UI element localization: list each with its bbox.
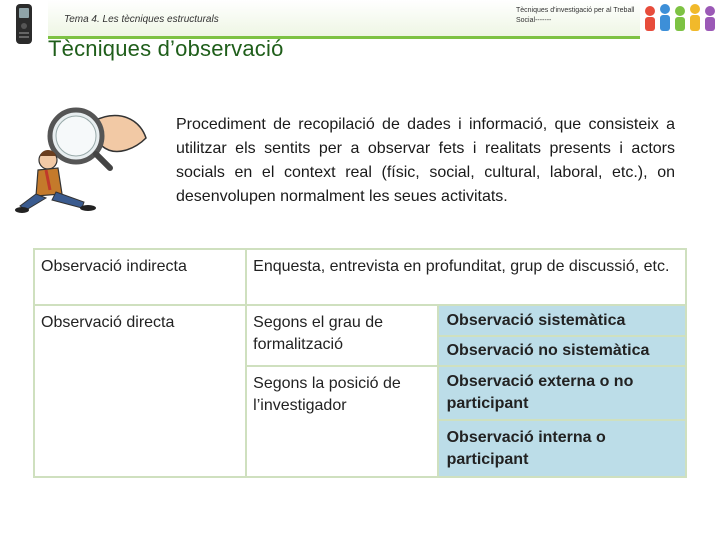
voice-recorder-icon: [6, 2, 42, 46]
type-external-non-participant: Observació externa o no participant: [438, 366, 686, 420]
indirect-observation-description: Enquesta, entrevista en profunditat, grup de discussió, etc.: [246, 249, 686, 305]
header-course-title: Tema 4. Les tècniques estructurals: [64, 14, 219, 25]
indirect-observation-label: Observació indirecta: [34, 249, 246, 305]
criterion-researcher-position: Segons la posició de l’investigador: [246, 366, 437, 477]
type-non-systematic: Observació no sistemàtica: [438, 336, 686, 366]
intro-paragraph: Procediment de recopilació de dades i informació, que consisteix a utilitzar els sentits per a observar fets i realitats presents i actors socials en el context real (físic, social, cultural, laboral, etc.), on desenvolupen normalment les seues activitats.: [176, 116, 675, 205]
observation-table: [33, 248, 687, 478]
people-group-icon: [640, 2, 718, 36]
criterion-formalization: Segons el grau de formalització: [246, 305, 437, 366]
page-title: Tècniques d’observació: [48, 36, 284, 61]
direct-observation-label: Observació directa: [34, 305, 246, 477]
type-internal-participant: Observació interna o participant: [438, 420, 686, 477]
type-systematic: Observació sistemàtica: [438, 305, 686, 335]
magnifier-observer-illustration: [6, 98, 150, 218]
header-subject-title: Tècniques d'investigació per al Treball Social-------: [516, 7, 635, 24]
